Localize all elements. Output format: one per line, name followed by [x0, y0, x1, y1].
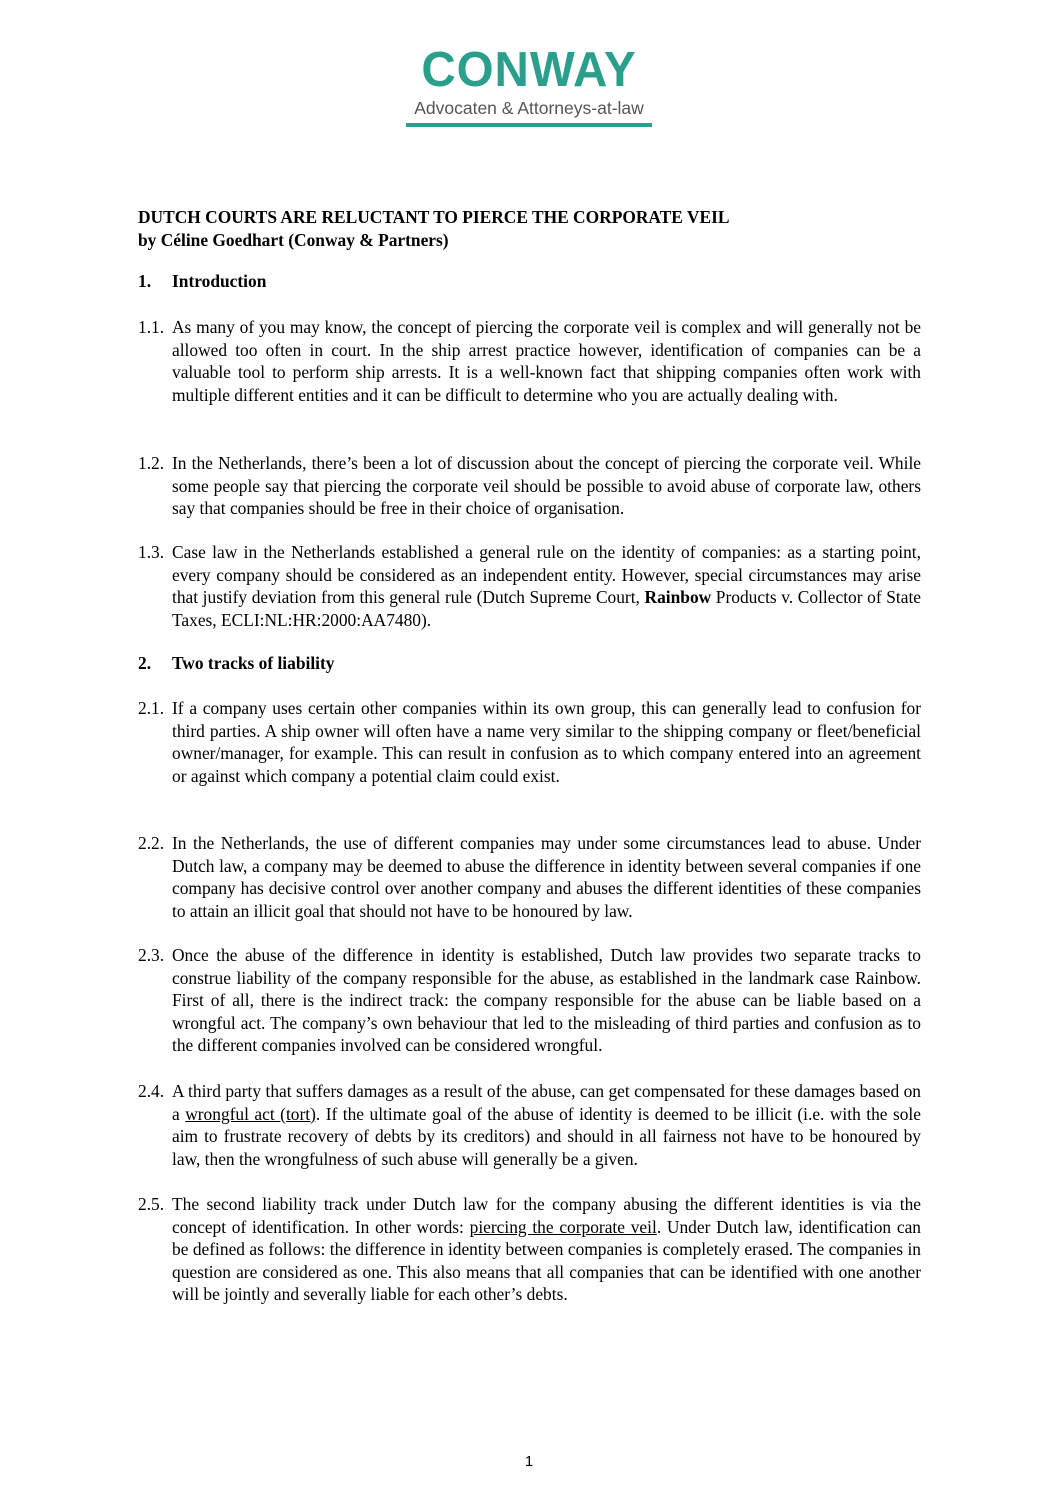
paragraph-number: 1.2. [138, 453, 165, 473]
section-heading-introduction [138, 270, 266, 293]
case-name: Rainbow [644, 587, 712, 608]
section-heading-two-tracks [138, 652, 334, 675]
paragraph-number: 1.3. [138, 542, 165, 562]
text-run: Products v. Collector of State Taxes, ECLI:NL:HR:2000:AA7480). [172, 587, 921, 630]
paragraph-number: 1.1. [138, 317, 165, 337]
paragraph-text [172, 1080, 921, 1170]
document-title [138, 206, 729, 251]
wrongful-act-link[interactable]: wrongful act (tort) [185, 1103, 316, 1124]
paragraph-number: 2.4. [138, 1081, 165, 1101]
paragraph-1-2 [138, 452, 921, 520]
section-title: Two tracks of liability [172, 653, 335, 673]
paragraph-text: In the Netherlands, the use of different companies may under some circumstances lead to abuse. Under Dutch law, a company may be deemed to abuse the difference in identity between several companies if one company has decisive control over another company and abuses the different identities of these companies to attain an illicit goal that should not have to be honoured by law. [172, 833, 921, 921]
text-run: . Under Dutch law, identification can be defined as follows: the difference in identity between companies is completely erased. The companies in question are considered as one. This also means that all companies that can be identified with one another will be jointly and severally liable for each other’s debts. [172, 1216, 921, 1305]
text-run: . If the ultimate goal of the abuse of identity is deemed to be illicit (i.e. with the sole aim to frustrate recovery of debts by its creditors) and should in all fairness not have to be honoured by law, then the wrongfulness of such abuse will generally be a given. [172, 1103, 921, 1169]
section-number: 1. [138, 271, 152, 291]
section-number: 2. [138, 653, 152, 673]
paragraph-1-1 [138, 316, 921, 406]
piercing-veil-link[interactable]: piercing the corporate veil [469, 1216, 657, 1237]
author-line: by Céline Goedhart (Conway & Partners) [138, 229, 449, 250]
paragraph-2-1 [138, 697, 921, 787]
paragraph-text: In the Netherlands, there’s been a lot of discussion about the concept of piercing the corporate veil. While some people say that piercing the corporate veil should be possible to avoid abuse of corporate law, others say that companies should be free in their choice of organisation. [172, 453, 921, 519]
page-number: 1 [524, 1453, 534, 1470]
paragraph-1-3 [138, 541, 921, 631]
paragraph-text: Once the abuse of the difference in identity is established, Dutch law provides two separate tracks to construe liability of the company responsible for the abuse, as established in the landmark case Rainbow. First of all, there is the indirect track: the company responsible for the abuse can be liable based on a wrongful act. The company’s own behaviour that led to the misleading of third parties and confusion as to the different companies involved can be considered wrongful. [172, 945, 921, 1056]
paragraph-number: 2.3. [138, 945, 165, 965]
section-title: Introduction [172, 271, 267, 291]
logo-wordmark: CONWAY [421, 43, 637, 97]
title-line: DUTCH COURTS ARE RELUCTANT TO PIERCE THE CORPORATE VEIL [138, 207, 730, 227]
text-run: A third party that suffers damages as a result of the abuse, can get compensated for these damages based on a [172, 1081, 921, 1124]
text-run: Case law in the Netherlands established a general rule on the identity of companies: as a starting point, every company should be considered as an independent entity. However, special circumstances may arise that justify deviation from this general rule (Dutch Supreme Court, [172, 542, 921, 608]
text-run: The second liability track under Dutch law for the company abusing the different identities is via the concept of identification. In other words: [172, 1194, 921, 1237]
paragraph-2-3 [138, 944, 921, 1057]
paragraph-number: 2.5. [138, 1194, 165, 1214]
paragraph-2-2 [138, 832, 921, 922]
logo-underline [406, 123, 652, 127]
conway-logo [404, 44, 654, 127]
paragraph-text [172, 1193, 921, 1306]
paragraph-text: If a company uses certain other companies within its own group, this can generally lead to confusion for third parties. A ship owner will often have a name very similar to the shipping company or fleet/beneficial owner/manager, for example. This can result in confusion as to which company entered into an agreement or against which company a potential claim could exist. [172, 698, 921, 786]
paragraph-2-5 [138, 1193, 921, 1306]
paragraph-2-4 [138, 1080, 921, 1170]
paragraph-text: As many of you may know, the concept of piercing the corporate veil is complex and will generally not be allowed too often in court. In the ship arrest practice however, identification of companies can be a valuable tool to perform ship arrests. It is a well-known fact that shipping companies often work with multiple different entities and it can be difficult to determine who you are actually dealing with. [172, 317, 921, 405]
paragraph-text [172, 541, 921, 631]
paragraph-number: 2.1. [138, 698, 165, 718]
paragraph-number: 2.2. [138, 833, 165, 853]
logo-tagline: Advocaten & Attorneys-at-law [414, 98, 644, 118]
